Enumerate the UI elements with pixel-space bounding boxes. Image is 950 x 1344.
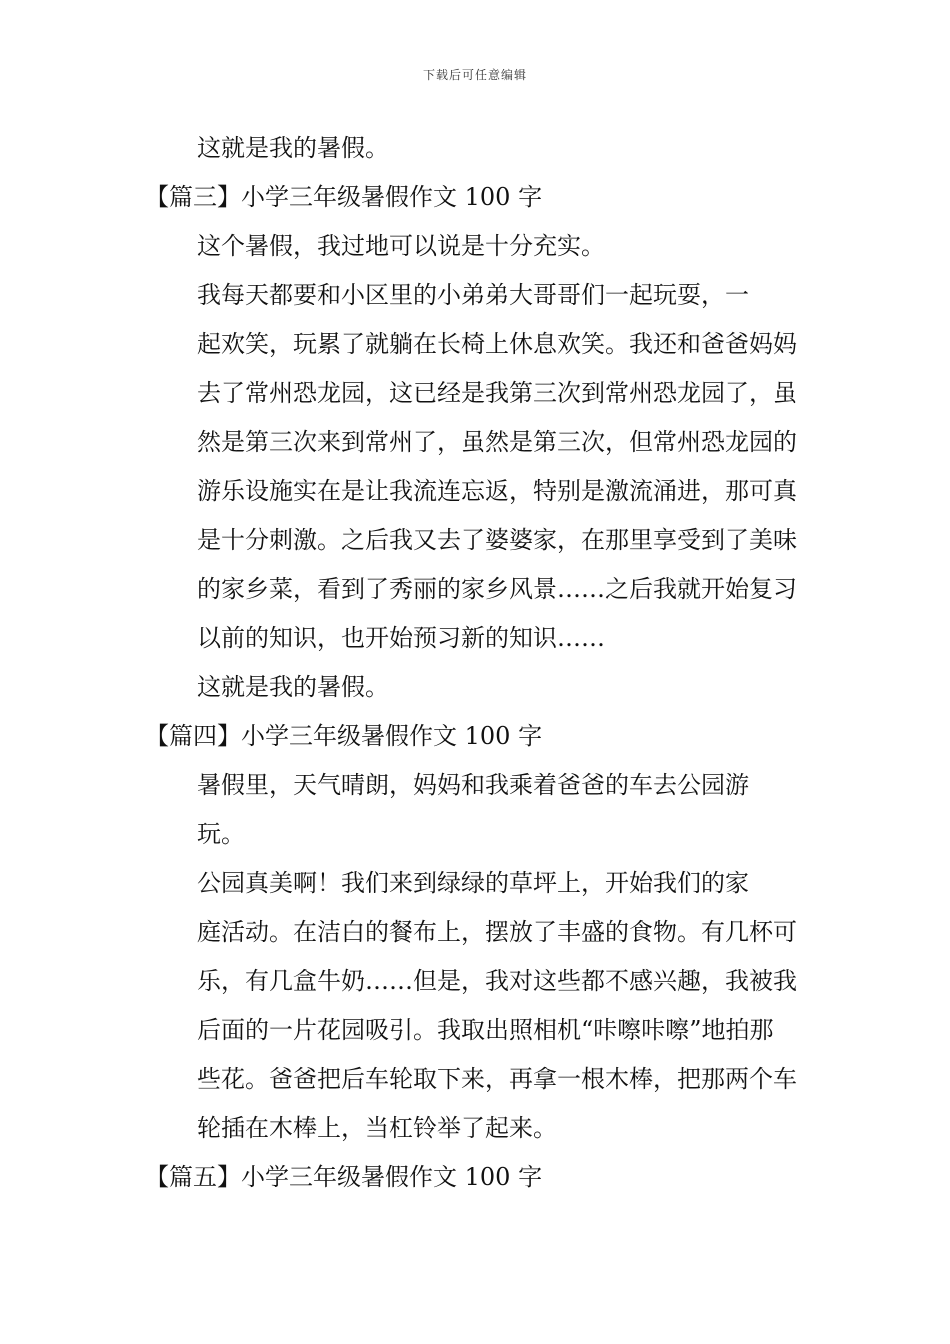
text-line: 以前的知识，也开始预习新的知识…… bbox=[197, 624, 605, 652]
section-heading bbox=[145, 1153, 807, 1202]
paragraph bbox=[145, 271, 807, 663]
page-header-note: 下载后可任意编辑 bbox=[422, 68, 527, 82]
paragraph bbox=[145, 761, 807, 859]
text-line: 乐，有几盒牛奶……但是，我对这些都不感兴趣，我被我 bbox=[197, 967, 797, 995]
text-line: 这就是我的暑假。 bbox=[197, 673, 389, 701]
text-line: 的家乡菜，看到了秀丽的家乡风景……之后我就开始复习 bbox=[197, 575, 797, 603]
paragraph bbox=[145, 663, 807, 712]
section-heading bbox=[145, 712, 807, 761]
text-line: 是十分刺激。之后我又去了婆婆家，在那里享受到了美味 bbox=[197, 526, 797, 554]
text-line: 游乐设施实在是让我流连忘返，特别是激流涌进，那可真 bbox=[197, 477, 797, 505]
text-line: 【篇四】小学三年级暑假作文 100 字 bbox=[145, 722, 543, 750]
text-line: 我每天都要和小区里的小弟弟大哥哥们一起玩耍，一 bbox=[197, 281, 749, 309]
text-line: 然是第三次来到常州了，虽然是第三次，但常州恐龙园的 bbox=[197, 428, 797, 456]
text-line: 这就是我的暑假。 bbox=[197, 134, 389, 162]
text-line: 【篇五】小学三年级暑假作文 100 字 bbox=[145, 1163, 543, 1191]
text-line: 去了常州恐龙园，这已经是我第三次到常州恐龙园了，虽 bbox=[197, 379, 797, 407]
text-line: 暑假里，天气晴朗，妈妈和我乘着爸爸的车去公园游 bbox=[197, 771, 749, 799]
paragraph bbox=[145, 124, 807, 173]
text-line: 起欢笑，玩累了就躺在长椅上休息欢笑。我还和爸爸妈妈 bbox=[197, 330, 797, 358]
text-line: 庭活动。在洁白的餐布上，摆放了丰盛的食物。有几杯可 bbox=[197, 918, 797, 946]
document-body bbox=[145, 124, 807, 1202]
text-line: 些花。爸爸把后车轮取下来，再拿一根木棒，把那两个车 bbox=[197, 1065, 797, 1093]
paragraph bbox=[145, 859, 807, 1153]
paragraph bbox=[145, 222, 807, 271]
text-line: 【篇三】小学三年级暑假作文 100 字 bbox=[145, 183, 543, 211]
section-heading bbox=[145, 173, 807, 222]
text-line: 后面的一片花园吸引。我取出照相机“咔嚓咔嚓”地拍那 bbox=[197, 1016, 774, 1044]
text-line: 玩。 bbox=[197, 820, 245, 848]
text-line: 公园真美啊！我们来到绿绿的草坪上，开始我们的家 bbox=[197, 869, 749, 897]
text-line: 轮插在木棒上，当杠铃举了起来。 bbox=[197, 1114, 557, 1142]
text-line: 这个暑假，我过地可以说是十分充实。 bbox=[197, 232, 605, 260]
